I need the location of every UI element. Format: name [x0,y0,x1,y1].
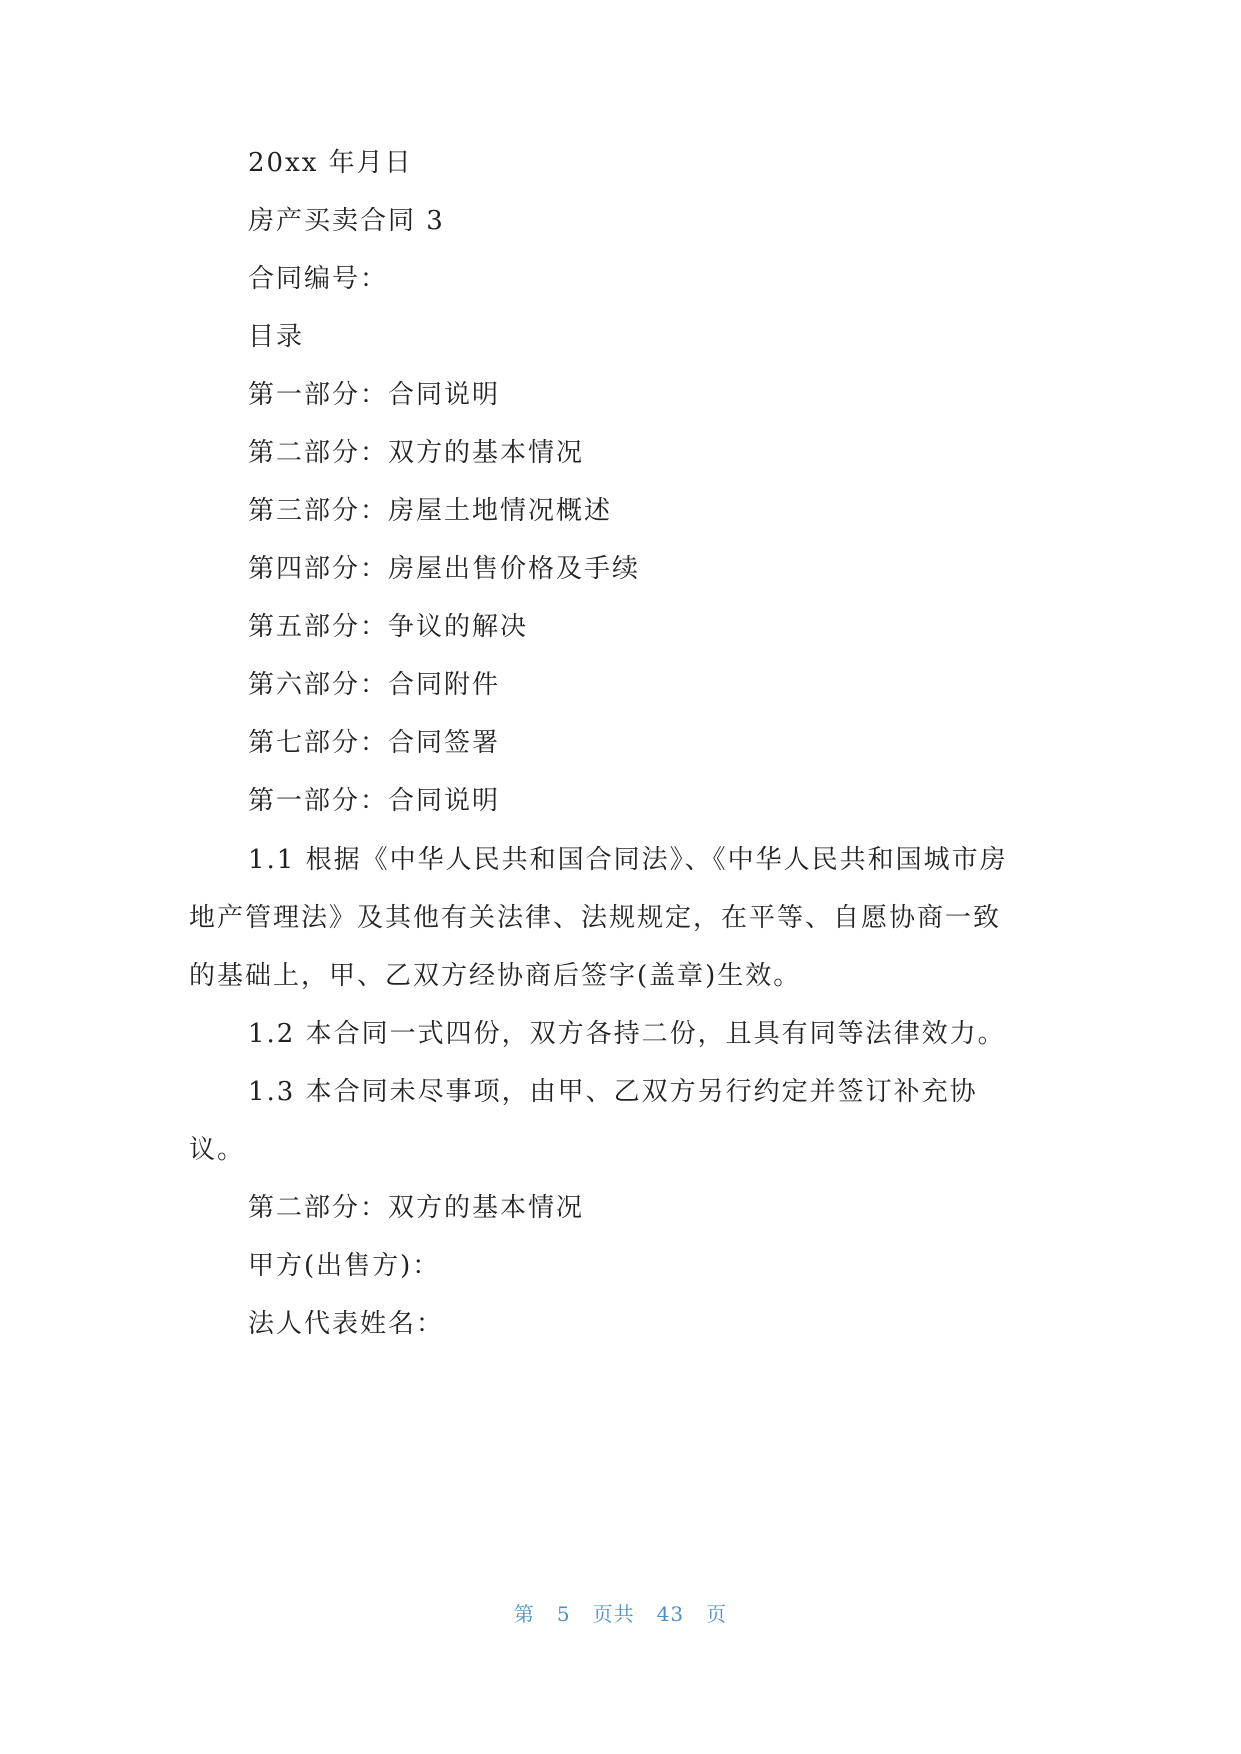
section-heading: 第一部分：合同说明 [248,786,501,816]
toc-item: 第一部分：合同说明 [248,380,501,410]
current-page-number: 5 [556,1602,571,1626]
clause-line: 1.2 本合同一式四份，双方各持二份，且具有同等法律效力。 [248,1019,1006,1049]
legal-representative-label: 法人代表姓名： [248,1309,445,1339]
clause-line: 议。 [189,1135,246,1165]
toc-item: 第四部分：房屋出售价格及手续 [248,554,641,584]
party-a-label: 甲方(出售方)： [248,1251,441,1281]
toc-item: 第五部分：争议的解决 [248,612,529,642]
clause-line: 地产管理法》及其他有关法律、法规规定，在平等、自愿协商一致 [189,903,1002,933]
footer-suffix: 页 [706,1602,728,1626]
total-pages-number: 43 [656,1602,685,1626]
page-footer [0,1601,1241,1627]
toc-item: 第七部分：合同签署 [248,728,501,758]
date-line: 20xx 年月日 [248,148,413,178]
toc-item: 第三部分：房屋土地情况概述 [248,496,613,526]
clause-line: 1.1 根据《中华人民共和国合同法》、《中华人民共和国城市房 [248,845,1008,875]
document-title: 房产买卖合同 3 [248,206,445,236]
clause-line: 的基础上，甲、乙双方经协商后签字(盖章)生效。 [189,961,802,991]
footer-prefix: 第 [513,1602,535,1626]
toc-heading: 目录 [248,322,305,352]
toc-item: 第二部分：双方的基本情况 [248,438,585,468]
contract-number-label: 合同编号： [248,264,389,294]
clause-line: 1.3 本合同未尽事项，由甲、乙双方另行约定并签订补充协 [248,1077,978,1107]
footer-middle: 页共 [592,1602,635,1626]
toc-item: 第六部分：合同附件 [248,670,501,700]
section-heading: 第二部分：双方的基本情况 [248,1193,585,1223]
